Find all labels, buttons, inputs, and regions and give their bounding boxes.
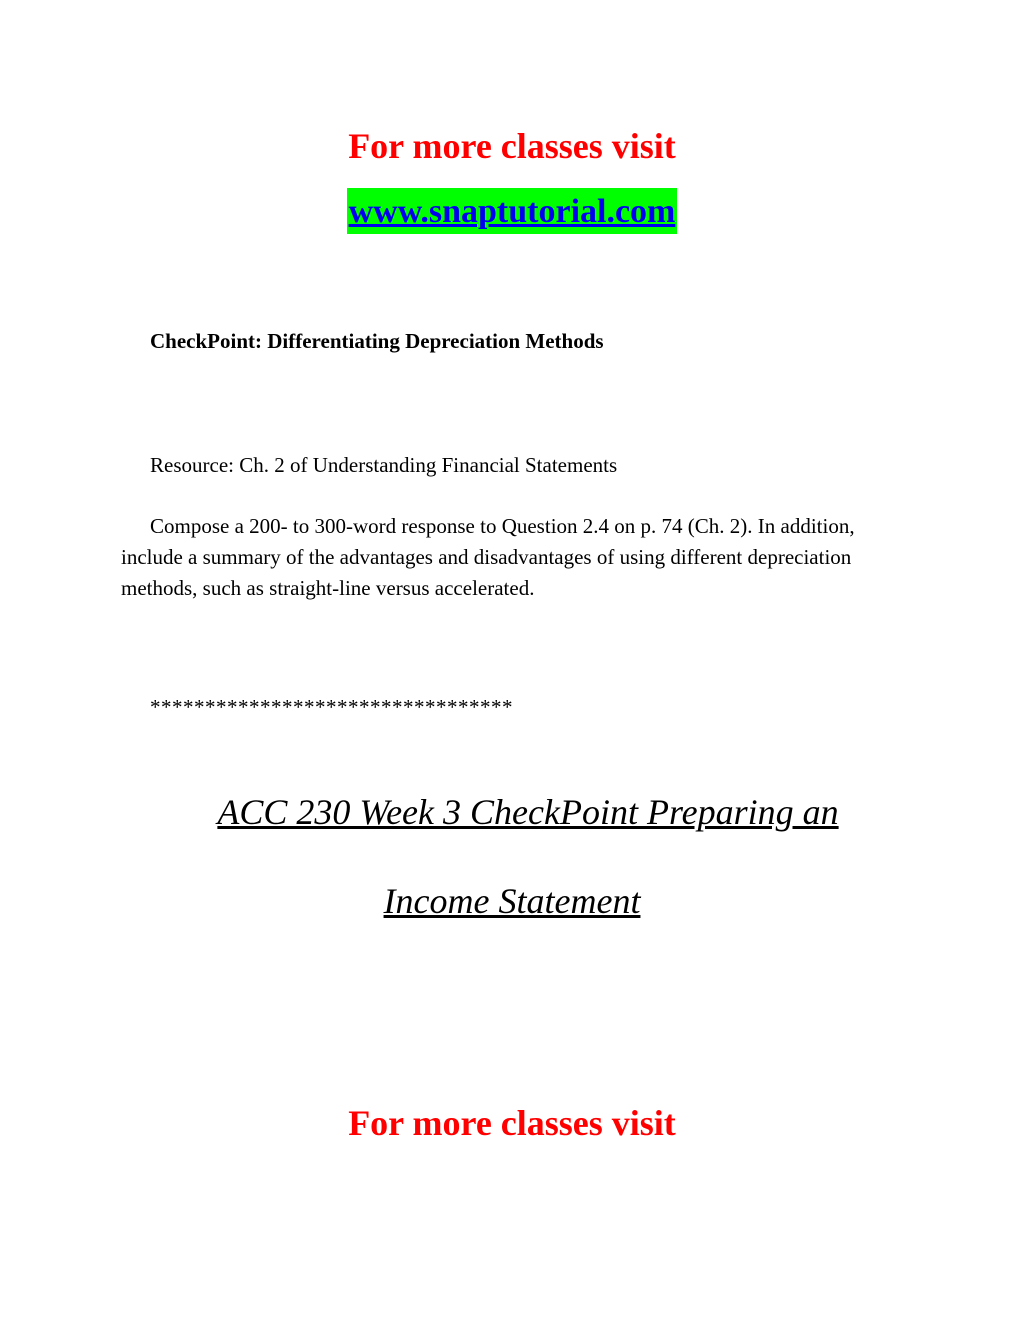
instructions-paragraph: Compose a 200- to 300-word response to Question 2.4 on p. 74 (Ch. 2). In addition, include a summary of the advantages and disadvantages of using different depreciation methods, such as straight-line versus accelerated. bbox=[121, 514, 855, 600]
resource-line: Resource: Ch. 2 of Understanding Financial Statements bbox=[150, 453, 618, 477]
promo-heading-bottom: For more classes visit bbox=[348, 1103, 676, 1143]
course-title-line2 bbox=[0, 879, 1024, 923]
course-title-line1 bbox=[16, 790, 1024, 834]
separator-stars: ********************************* bbox=[150, 695, 513, 719]
course-title-line2-text: Income Statement bbox=[383, 881, 641, 921]
promo-heading-top: For more classes visit bbox=[348, 126, 676, 166]
course-title-line1-text: ACC 230 Week 3 CheckPoint Preparing an bbox=[217, 792, 839, 832]
assignment-heading: CheckPoint: Differentiating Depreciation Methods bbox=[150, 329, 604, 353]
snaptutorial-link[interactable]: www.snaptutorial.com bbox=[347, 188, 678, 234]
promo-link-container bbox=[0, 188, 1024, 234]
